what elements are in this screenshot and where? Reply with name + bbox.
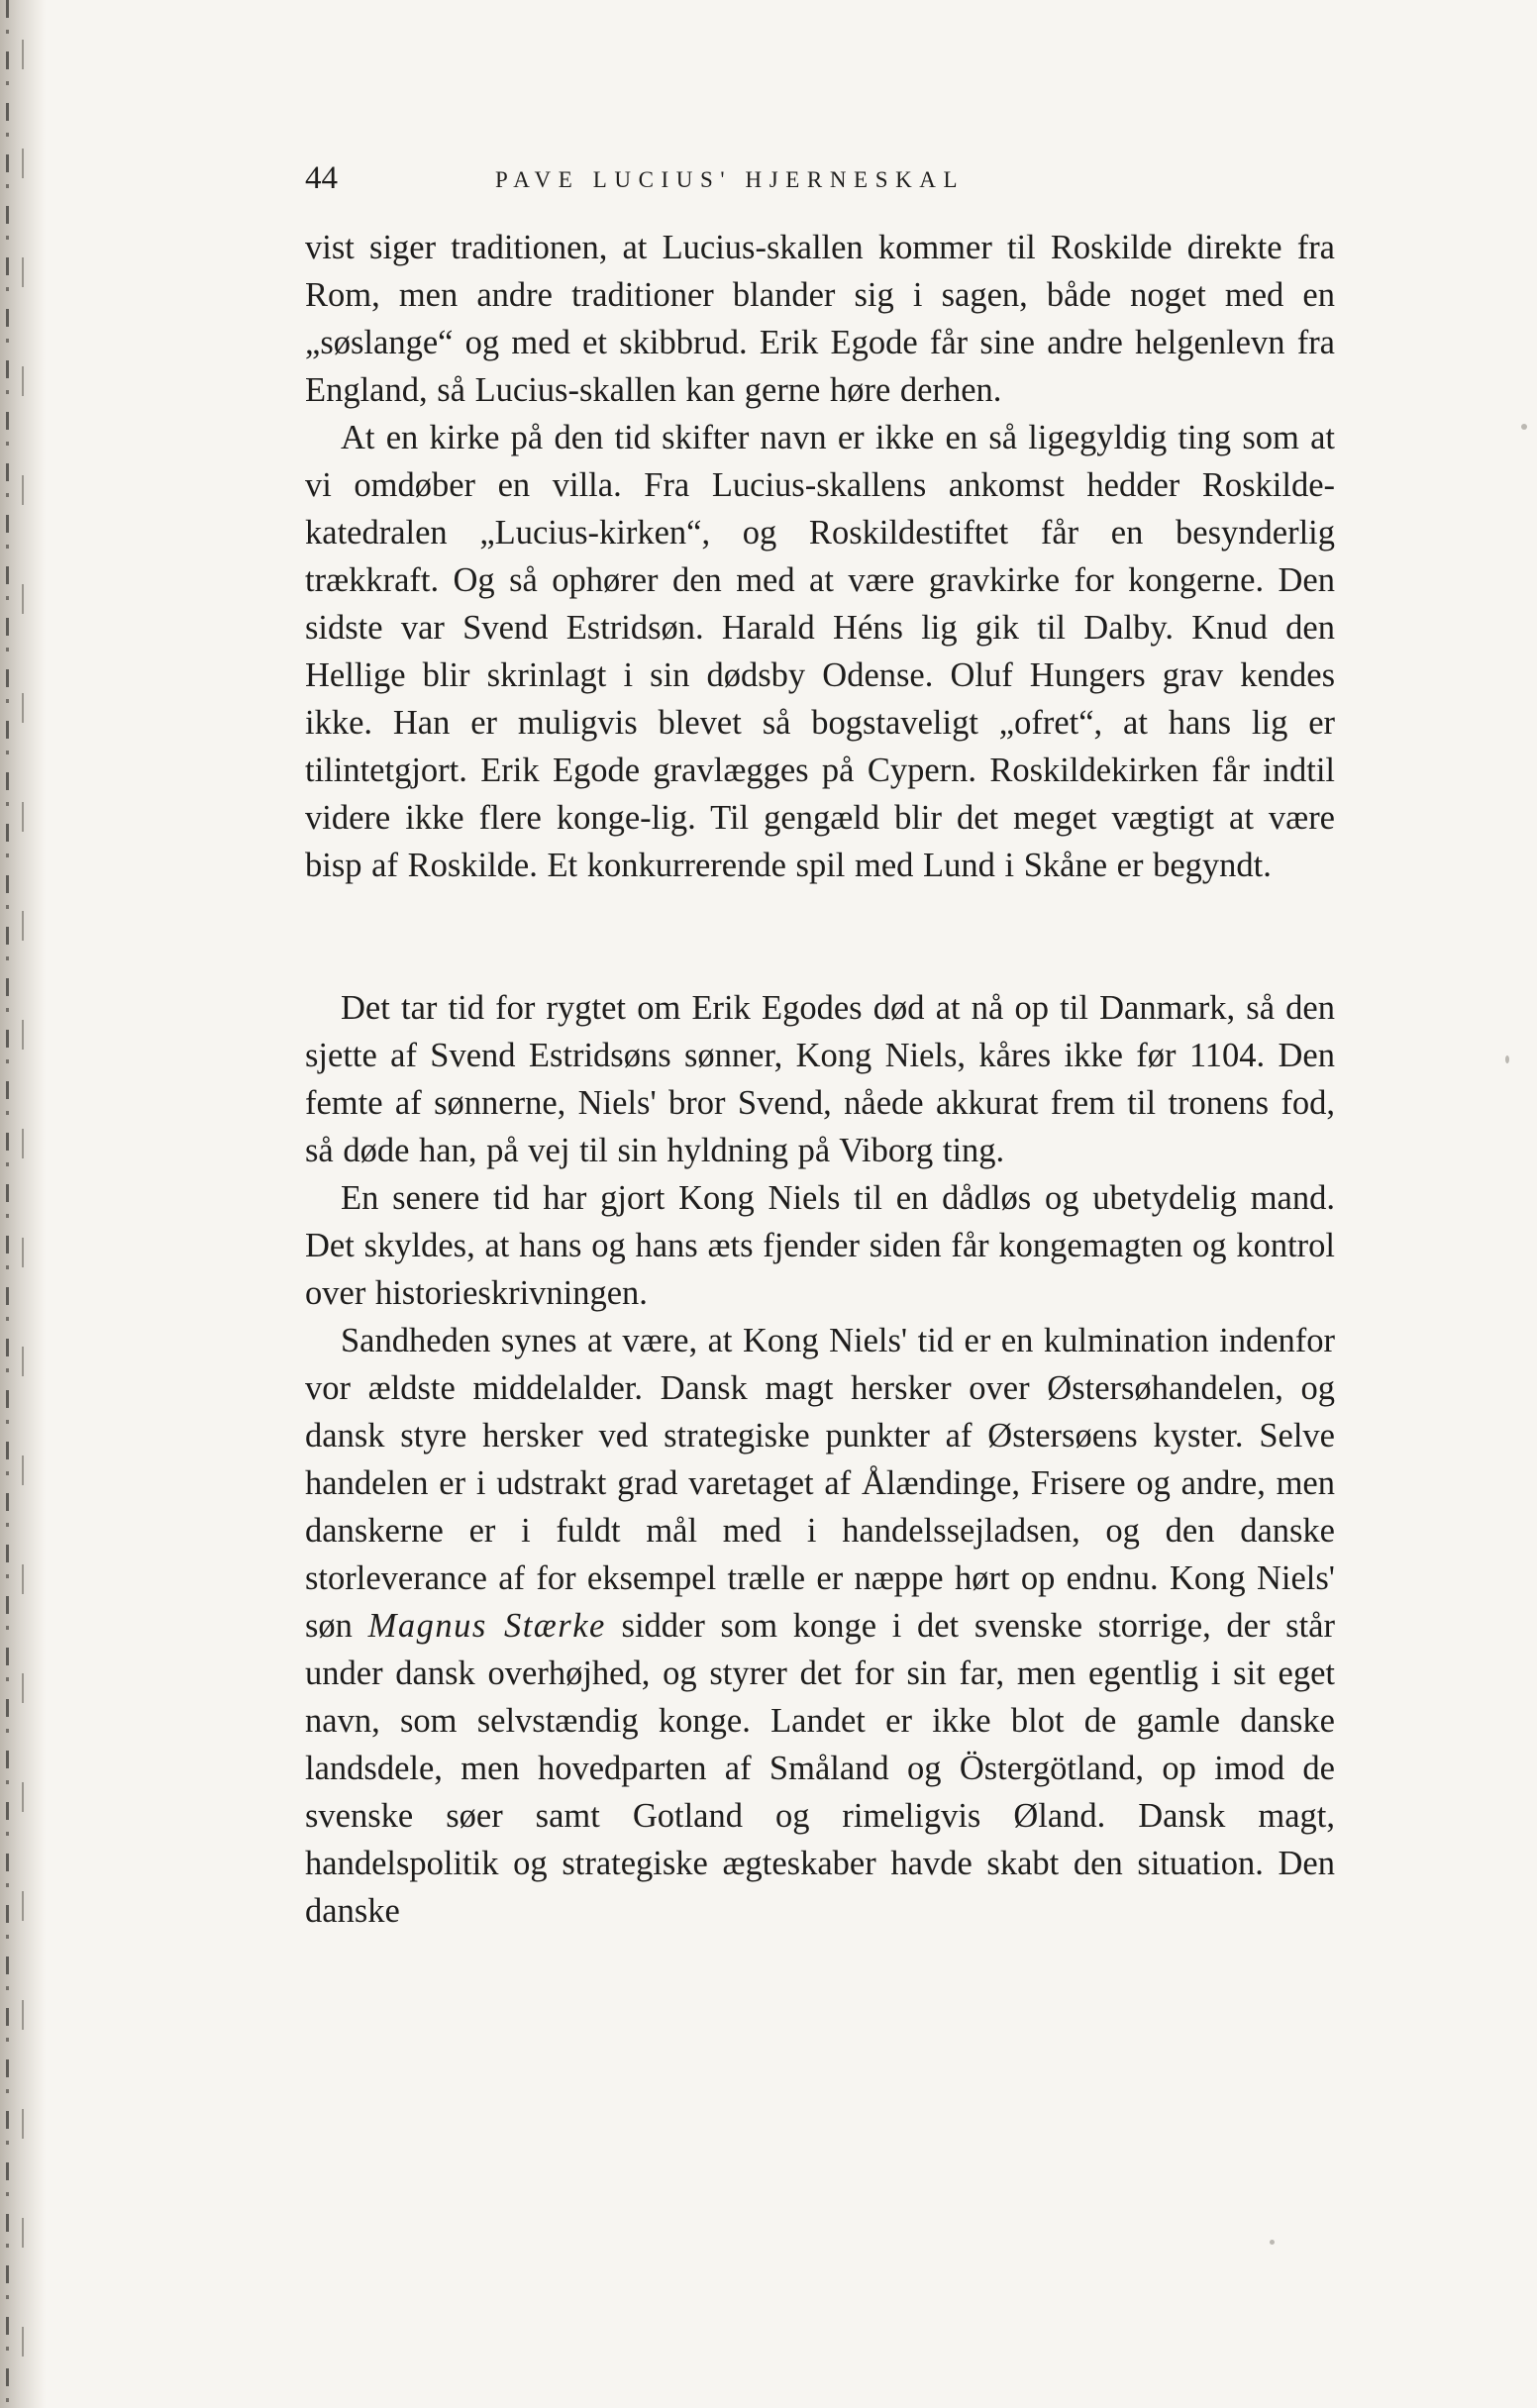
- paragraph-2: At en kirke på den tid skifter navn er ikke en så ligegyldig ting som at vi omdøber en villa. Fra Lucius-skallens ankomst hedder Roskilde-katedralen „Lucius-kirken“, og Roskildestiftet får en besynderlig trækkraft. Og så ophører den med at være gravkirke for kongerne. Den sidste var Svend Estridsøn. Harald Héns lig gik til Dalby. Knud den Hellige blir skrinlagt i sin dødsby Odense. Oluf Hungers grav kendes ikke. Han er muligvis blevet så bogstaveligt „ofret“, at hans lig er tilintetgjort. Erik Egode gravlægges på Cypern. Roskildekirken får indtil videre ikke flere konge-lig. Til gengæld blir det meget vægtigt at være bisp af Roskilde. Et konkurrerende spil med Lund i Skåne er begyndt.: [305, 419, 1335, 884]
- paper-speck: [1505, 1055, 1509, 1063]
- running-head: [0, 156, 1537, 206]
- paragraph-5: [305, 1317, 1335, 1935]
- italic-name-magnus-staerke: Magnus Stærke: [367, 1607, 606, 1645]
- paper-speck: [1270, 2240, 1275, 2245]
- book-binding-edge: [0, 0, 46, 2408]
- paragraph-5-text-after: sidder som konge i det svenske storrige, der står under dansk overhøjhed, og styrer det for sin far, men egentlig i sit eget navn, som selvstændig konge. Landet er ikke blot de gamle danske landsdele, men hovedparten af Småland og Östergötland, op imod de svenske søer samt Gotland og rimeligvis Øland. Dansk magt, handelspolitik og strategiske ægteskaber havde skabt den situation. Den danske: [305, 1607, 1335, 1930]
- page-number: 44: [305, 160, 338, 196]
- paragraph-5-text-before: Sandheden synes at være, at Kong Niels' tid er en kulmination indenfor vor ældste middelalder. Dansk magt hersker over Østersøhandelen, og dansk styre hersker ved strategiske punkter af Østersøens kyster. Selve handelen er i udstrakt grad varetaget af Ålændinge, Frisere og andre, men danskerne er i fuldt mål med i handelssejladsen, og den danske storleverance af for eksempel trælle er næppe hørt op endnu. Kong Niels' søn: [305, 1322, 1335, 1645]
- paper-speck: [1521, 424, 1527, 430]
- paragraph-3: Det tar tid for rygtet om Erik Egodes død at nå op til Danmark, så den sjette af Svend Estridsøns sønner, Kong Niels, kåres ikke før 1104. Den femte af sønnerne, Niels' bror Svend, nåede akkurat frem til tronens fod, så døde han, på vej til sin hyldning på Viborg ting.: [305, 989, 1335, 1169]
- body-text: [305, 224, 1335, 1935]
- chapter-title: PAVE LUCIUS' HJERNESKAL: [495, 167, 966, 192]
- paragraph-4: En senere tid har gjort Kong Niels til en dådløs og ubetydelig mand. Det skyldes, at hans og hans æts fjender siden får kongemagten og kontrol over historieskrivningen.: [305, 1179, 1335, 1312]
- paragraph-1: vist siger traditionen, at Lucius-skallen kommer til Roskilde direkte fra Rom, men andre traditioner blander sig i sagen, både noget med en „søslange“ og med et skibbrud. Erik Egode får sine andre helgenlevn fra England, så Lucius-skallen kan gerne høre derhen.: [305, 229, 1335, 409]
